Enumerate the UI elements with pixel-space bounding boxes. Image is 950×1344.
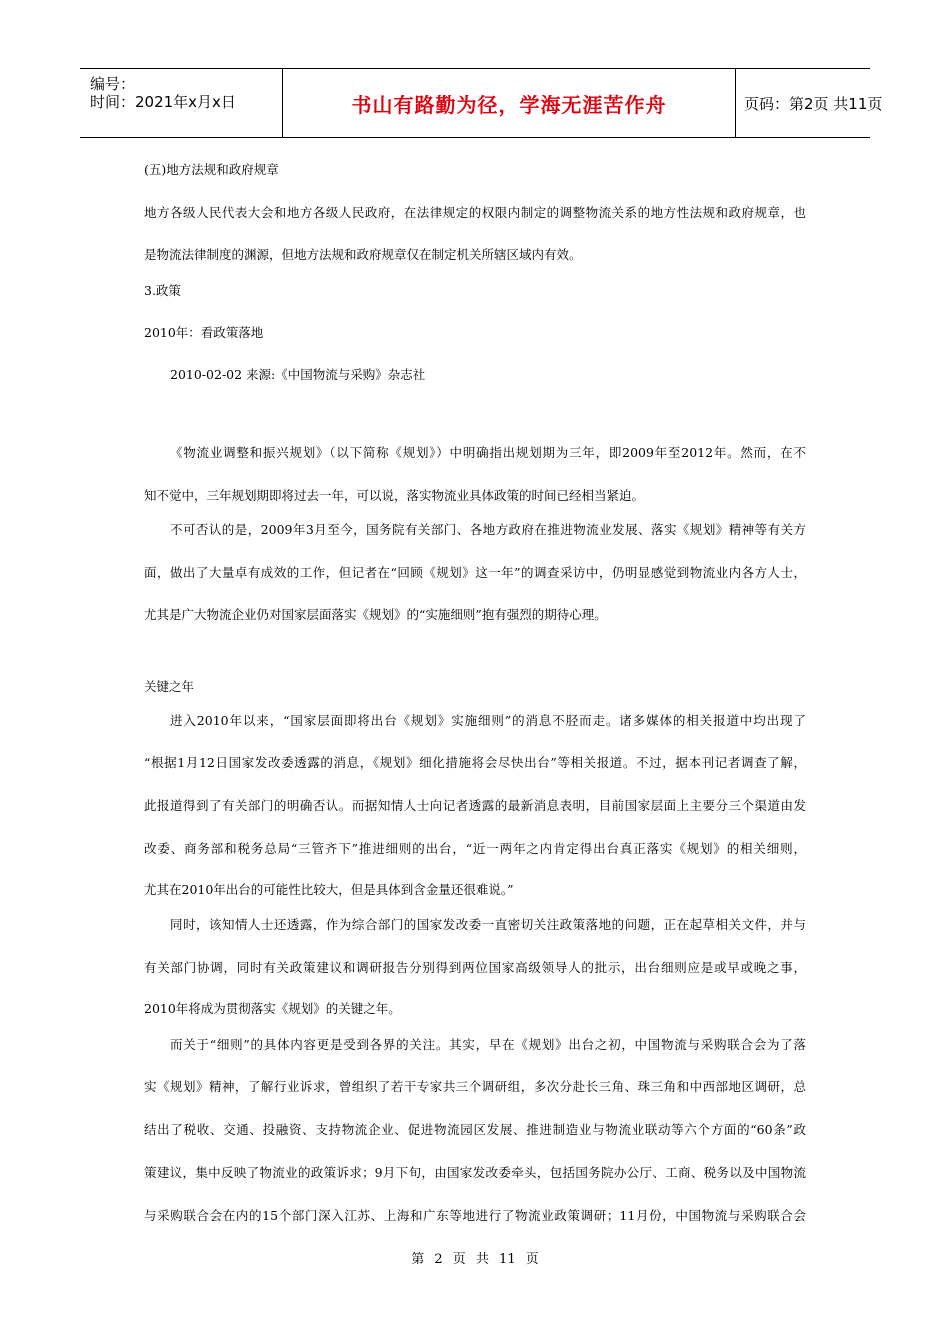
document-date: 时间：2021年x月x日 <box>90 93 236 111</box>
header-motto-cell <box>283 69 736 137</box>
article-title: 2010年：看政策落地 <box>144 325 264 340</box>
paragraph-line: 实《规划》精神，了解行业诉求，曾组织了若干专家共三个调研组，多次分赴长三角、珠三角和中西部地区调研，总 <box>144 1079 806 1094</box>
paragraph-line: 是物流法律制度的渊源，但地方法规和政府规章仅在制定机关所辖区域内有效。 <box>144 247 582 262</box>
paragraph-line: 改委、商务部和税务总局“三管齐下”推进细则的出台，“近一两年之内肯定得出台真正落实《规划》的相关细则， <box>144 841 806 856</box>
paragraph-line: 同时，该知情人士还透露，作为综合部门的国家发改委一直密切关注政策落地的问题，正在起草相关文件，并与 <box>170 917 806 932</box>
paragraph-line: 地方各级人民代表大会和地方各级人民政府，在法律规定的权限内制定的调整物流关系的地方性法规和政府规章，也 <box>144 205 806 220</box>
paragraph-line: 结出了税收、交通、投融资、支持物流企业、促进物流园区发展、推进制造业与物流业联动等六个方面的“60条”政 <box>144 1122 806 1137</box>
paragraph-line: 尤其在2010年出台的可能性比较大，但是具体到含金量还很难说。” <box>144 882 514 897</box>
header-motto: 书山有路勤为径，学海无涯苦作舟 <box>351 92 667 117</box>
paragraph-line: 进入2010年以来，“国家层面即将出台《规划》实施细则”的消息不胫而走。诸多媒体的相关报道中均出现了 <box>170 713 806 728</box>
page-footer: 第 2 页 共 11 页 <box>411 1252 539 1267</box>
paragraph-line: 尤其是广大物流企业仍对国家层面落实《规划》的“实施细则”抱有强烈的期待心理。 <box>144 607 607 622</box>
paragraph-line: “根据1月12日国家发改委透露的消息，《规划》细化措施将会尽快出台”等相关报道。不过，据本刊记者调查了解， <box>144 755 806 770</box>
paragraph-line: 与采购联合会在内的15个部门深入江苏、上海和广东等地进行了物流业政策调研；11月份，中国物流与采购联合会 <box>144 1208 806 1223</box>
paragraph-line: 策建议，集中反映了物流业的政策诉求；9月下旬，由国家发改委牵头，包括国务院办公厅、工商、税务以及中国物流 <box>144 1165 806 1180</box>
paragraph-line: 知不觉中，三年规划期即将过去一年，可以说，落实物流业具体政策的时间已经相当紧迫。 <box>144 488 645 503</box>
article-source: 2010-02-02 来源:《中国物流与采购》杂志社 <box>170 367 426 382</box>
paragraph-line: 不可否认的是，2009年3月至今，国务院有关部门、各地方政府在推进物流业发展、落实《规划》精神等有关方 <box>170 522 806 537</box>
paragraph-line: 此报道得到了有关部门的明确否认。而据知情人士向记者透露的最新消息表明，目前国家层面上主要分三个渠道由发 <box>144 798 806 813</box>
header-meta-cell <box>80 69 283 137</box>
paragraph-line: 有关部门协调，同时有关政策建议和调研报告分别得到两位国家高级领导人的批示，出台细则应是或早或晚之事， <box>144 960 806 975</box>
paragraph-line: 而关于“细则”的具体内容更是受到各界的关注。其实，早在《规划》出台之初，中国物流与采购联合会为了落 <box>170 1037 806 1052</box>
section-heading: (五)地方法规和政府规章 <box>144 162 279 177</box>
paragraph-line: 面，做出了大量卓有成效的工作，但记者在“回顾《规划》这一年”的调查采访中，仍明显感觉到物流业内各方人士， <box>144 565 806 580</box>
document-number-label: 编号： <box>90 75 136 93</box>
paragraph-line: 《物流业调整和振兴规划》（以下简称《规划》）中明确指出规划期为三年，即2009年至2012年。然而，在不 <box>170 445 806 460</box>
paragraph-line: 2010年将成为贯彻落实《规划》的关键之年。 <box>144 1001 401 1016</box>
header-page-info: 页码：第2页 共11页 <box>744 94 883 113</box>
section-heading: 3.政策 <box>144 283 181 298</box>
section-heading: 关键之年 <box>144 679 195 694</box>
page-header <box>80 68 883 138</box>
